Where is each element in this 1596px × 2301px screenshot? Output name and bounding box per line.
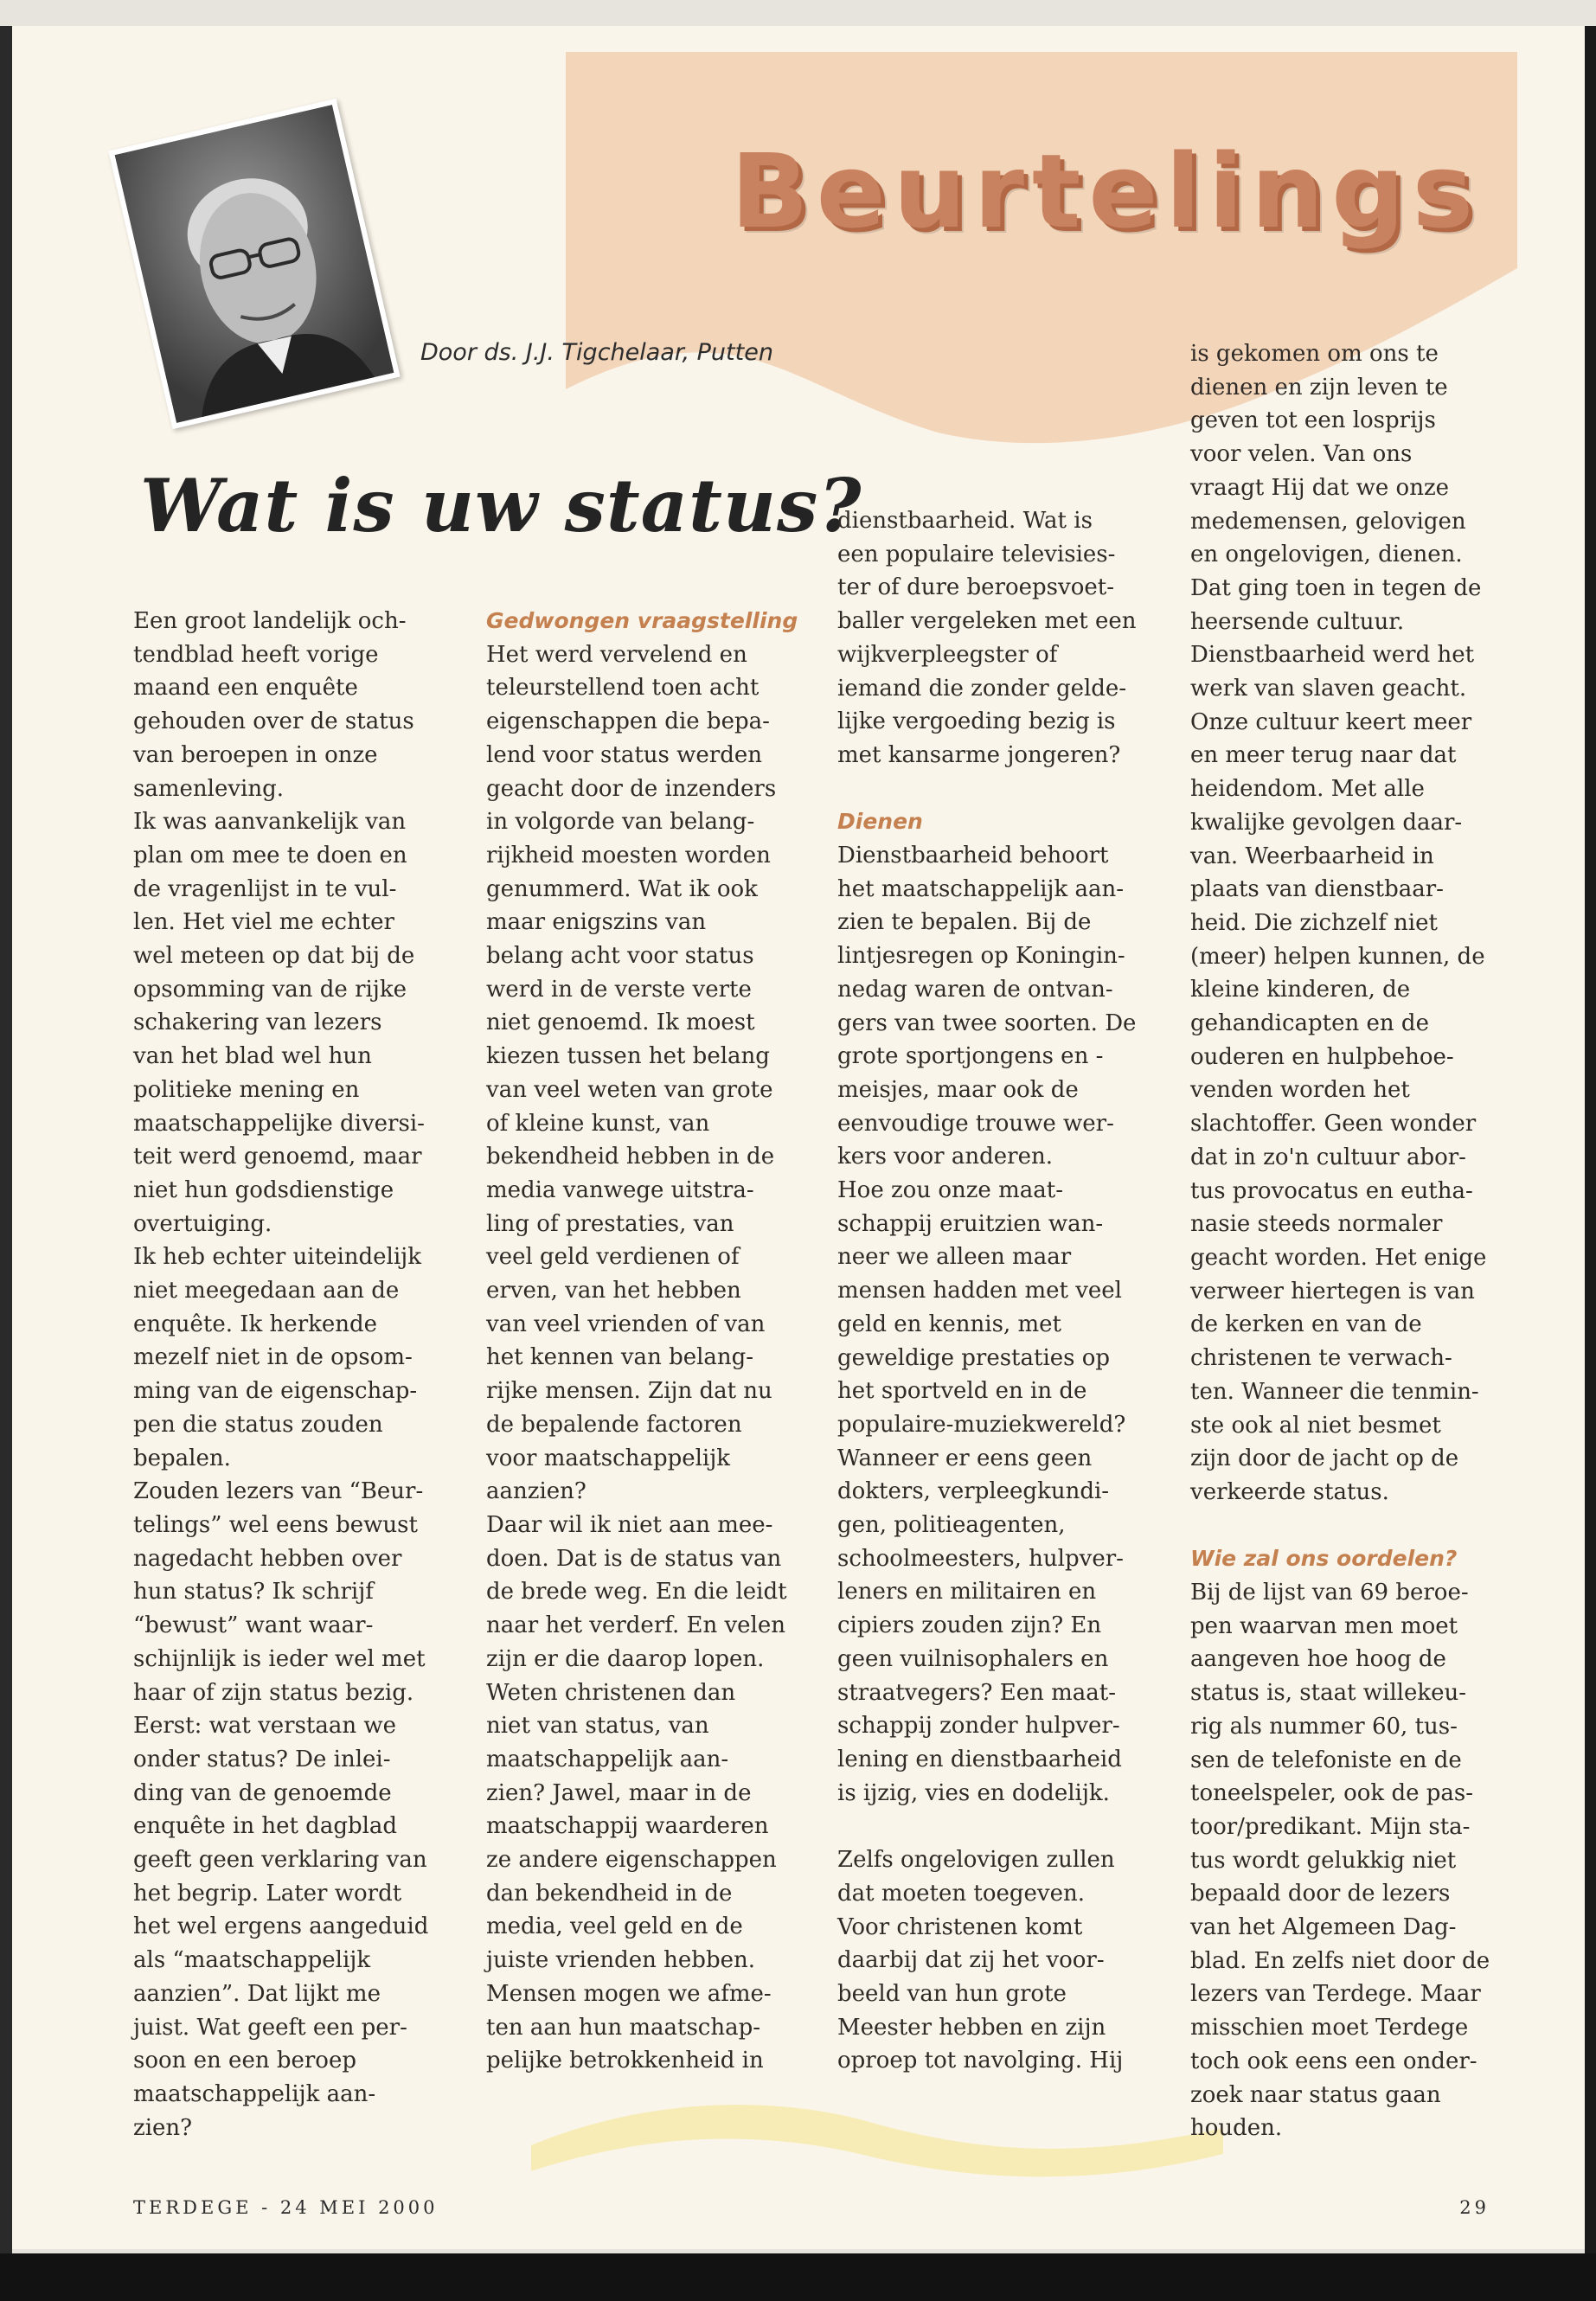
text-line: overtuiging. [133,1210,272,1237]
text-line: niet hun godsdienstige [133,1176,394,1203]
text-line: en meer terug naar dat [1190,742,1457,769]
text-line: ze andere eigenschappen [486,1847,777,1874]
text-line: baller vergeleken met een [837,608,1137,635]
text-line: verweer hiertegen is van [1190,1278,1475,1304]
text-line: maatschappelijk aan- [133,2080,376,2107]
text-line: heersende cultuur. [1190,608,1405,635]
text-line: zijn er die daarop lopen. [486,1645,765,1672]
scan-edge-left [0,26,12,2253]
text-line: telings” wel eens bewust [133,1511,418,1538]
text-line: Wanneer er eens geen [837,1445,1093,1471]
text-line: media, veel geld en de [486,1913,743,1940]
text-line: heidendom. Met alle [1190,776,1425,803]
text-line: zijn door de jacht op de [1190,1445,1459,1472]
text-line: juist. Wat geeft een per- [133,2014,407,2041]
scan-edge-bottom [0,2253,1596,2301]
text-line: maatschappij waarderen [486,1813,769,1840]
scan-edge-right [1585,26,1596,2253]
text-line: gehandicapten en de [1190,1010,1429,1037]
text-line: dan bekendheid in de [486,1880,733,1907]
text-line: schappij eruitzien wan- [837,1210,1104,1237]
text-line: nedag waren de ontvan- [837,976,1113,1003]
text-line: de brede weg. En die leidt [486,1579,787,1606]
text-line: geweldige prestaties op [837,1344,1111,1371]
text-line: ter of dure beroepsvoet- [837,574,1114,601]
text-line: enquête. Ik herkende [133,1311,378,1337]
text-line: populaire-muziekwereld? [837,1411,1126,1438]
text-line: venden worden het [1190,1077,1410,1104]
text-line: rig als nummer 60, tus- [1190,1713,1458,1740]
text-column-4 [1190,337,1502,2145]
text-line: schakering van lezers [133,1009,382,1036]
text-line: Weten christenen dan [486,1679,736,1706]
text-line: doen. Dat is de status van [486,1545,782,1572]
text-line: is ijzig, vies en dodelijk. [837,1779,1110,1806]
text-line: van veel vrienden of van [486,1311,766,1337]
text-line: de vragenlijst in te vul- [133,875,397,902]
text-line: Hoe zou onze maat- [837,1177,1063,1204]
text-line: geen vuilnisophalers en [837,1645,1109,1672]
text-line: geven tot een losprijs [1190,407,1436,434]
text-line: gen, politieagenten, [837,1512,1066,1539]
text-line: maand een enquête [133,675,358,702]
text-line: ten. Wanneer die tenmin- [1190,1378,1479,1405]
paragraph [486,638,798,1509]
section-subhead: Wie zal ons oordelen? [1190,1546,1458,1572]
text-line: met kansarme jongeren? [837,741,1121,768]
text-line: genummerd. Wat ik ook [486,875,758,902]
text-line: dienen en zijn leven te [1190,374,1448,401]
text-line: het sportveld en in de [837,1378,1087,1405]
text-line: eenvoudige trouwe wer- [837,1110,1114,1137]
text-line: lend voor status werden [486,741,762,768]
text-line: naar het verderf. En velen [486,1612,785,1639]
text-line: straatvegers? Een maat- [837,1679,1117,1706]
text-line: nagedacht hebben over [133,1545,402,1572]
paragraph [133,805,445,1240]
text-line: Zouden lezers van “Beur- [133,1478,424,1505]
text-line: hun status? Ik schrijf [133,1579,374,1606]
text-line: houden. [1190,2115,1283,2142]
text-line: aanzien”. Dat lijkt me [133,1980,381,2007]
footer-publication-date: TERDEGE - 24 MEI 2000 [133,2197,439,2218]
text-line: eigenschappen die bepa- [486,708,770,735]
text-line: dienstbaarheid. Wat is [837,508,1093,534]
text-line: tus wordt gelukkig niet [1190,1847,1457,1874]
text-line: oproep tot navolging. Hij [837,2048,1124,2074]
text-line: kers voor anderen. [837,1144,1053,1170]
text-line: toor/predikant. Mijn sta- [1190,1813,1471,1840]
text-line: neer we alleen maar [837,1244,1072,1271]
text-line: plan om mee te doen en [133,842,407,868]
text-line: teleurstellend toen acht [486,675,760,702]
text-line: geacht door de inzenders [486,775,777,802]
text-line: bepaald door de lezers [1190,1881,1451,1907]
text-line: dokters, verpleegkundi- [837,1478,1110,1505]
text-line: pen die status zouden [133,1411,383,1438]
paragraph-gap [837,772,1149,806]
text-line: niet genoemd. Ik moest [486,1009,755,1036]
text-line: maatschappelijk aan- [486,1746,729,1772]
text-line: (meer) helpen kunnen, de [1190,943,1485,970]
text-line: Dienstbaarheid werd het [1190,642,1475,669]
text-line: van. Weerbaarheid in [1190,843,1434,869]
text-line: status is, staat willekeu- [1190,1680,1467,1707]
text-line: werd in de verste verte [486,976,752,1003]
text-line: pelijke betrokkenheid in [486,2048,764,2074]
text-line: van het blad wel hun [133,1043,372,1070]
text-line: rijke mensen. Zijn dat nu [486,1378,772,1405]
paragraph [486,1509,798,2078]
text-line: gers van twee soorten. De [837,1009,1137,1036]
text-line: beeld van hun grote [837,1980,1067,2007]
text-line: als “maatschappelijk [133,1947,371,1974]
paragraph [837,1174,1149,1810]
text-line: bekendheid hebben in de [486,1144,775,1170]
author-portrait [108,99,400,429]
text-line: plaats van dienstbaar- [1190,876,1444,903]
article-headline: Wat is uw status? [140,463,862,548]
text-line: Dienstbaarheid behoort [837,843,1109,869]
text-line: leners en militairen en [837,1579,1097,1606]
text-line: politieke mening en [133,1076,360,1103]
text-line: teit werd genoemd, maar [133,1144,422,1170]
author-photo-image [115,105,394,423]
text-line: ouderen en hulpbehoe- [1190,1043,1454,1070]
text-line: in volgorde van belang- [486,809,755,836]
paragraph-gap [837,1810,1149,1843]
text-column-3 [837,504,1149,2078]
magazine-page [12,26,1585,2249]
text-line: zien? [133,2114,193,2141]
text-line: enquête in het dagblad [133,1813,398,1840]
text-line: Onze cultuur keert meer [1190,708,1472,735]
text-line: medemensen, gelovigen [1190,508,1466,535]
text-line: gehouden over de status [133,708,414,735]
text-line: de kerken en van de [1190,1311,1422,1338]
text-line: Een groot landelijk och- [133,608,407,634]
paragraph [1190,1576,1502,2145]
text-line: media vanwege uitstra- [486,1176,754,1203]
text-line: van veel weten van grote [486,1076,773,1103]
section-subhead: Dienen [837,809,923,835]
text-line: vraagt Hij dat we onze [1190,474,1450,501]
text-line: niet meegedaan aan de [133,1278,400,1304]
text-line: christenen te verwach- [1190,1345,1452,1372]
text-line: het begrip. Later wordt [133,1880,402,1907]
text-line: nasie steeds normaler [1190,1211,1443,1238]
text-line: niet van status, van [486,1713,709,1740]
paragraph-gap [1190,1509,1502,1543]
text-line: Ik was aanvankelijk van [133,809,407,836]
text-line: het kennen van belang- [486,1344,754,1371]
text-line: schoolmeesters, hulpver- [837,1545,1124,1572]
text-line: ding van de genoemde [133,1779,392,1806]
text-line: of kleine kunst, van [486,1110,710,1137]
text-line: lening en dienstbaarheid [837,1747,1122,1772]
text-line: dat moeten toegeven. [837,1880,1085,1907]
text-line: een populaire televisies- [837,541,1116,567]
paragraph [837,504,1149,772]
text-line: dat in zo'n cultuur abor- [1190,1144,1466,1170]
text-line: kleine kinderen, de [1190,977,1411,1003]
text-line: erven, van het hebben [486,1278,741,1304]
text-column-1 [133,605,445,2144]
text-line: Bij de lijst van 69 beroe- [1190,1580,1469,1606]
text-line: Het werd vervelend en [486,641,747,668]
text-line: toneelspeler, ook de pas- [1190,1780,1474,1807]
text-line: is gekomen om ons te [1190,341,1439,367]
text-line: werk van slaven geacht. [1190,676,1467,702]
text-line: Zelfs ongelovigen zullen [837,1847,1115,1874]
section-subhead: Gedwongen vraagstelling [486,608,798,633]
text-line: ling of prestaties, van [486,1210,734,1237]
text-line: Meester hebben en zijn [837,2014,1106,2041]
text-line: cipiers zouden zijn? En [837,1612,1102,1639]
text-line: Mensen mogen we afme- [486,1980,772,2007]
text-line: daarbij dat zij het voor- [837,1947,1105,1974]
text-line: wel meteen op dat bij de [133,943,415,970]
text-line: verkeerde status. [1190,1478,1389,1505]
paragraph [133,605,445,805]
text-line: heid. Die zichzelf niet [1190,909,1438,936]
text-line: geld en kennis, met [837,1311,1061,1337]
text-line: aanzien? [486,1478,586,1505]
text-line: kwalijke gevolgen daar- [1190,809,1463,836]
text-line: misschien moet Terdege [1190,2015,1469,2041]
text-line: van beroepen in onze [133,741,378,768]
text-line: onder status? De inlei- [133,1746,391,1772]
text-line: maar enigszins van [486,909,707,936]
text-line: juiste vrienden hebben. [486,1947,755,1974]
text-line: Eerst: wat verstaan we [133,1713,397,1740]
text-line: Dat ging toen in tegen de [1190,574,1482,601]
text-line: soon en een beroep [133,2048,356,2074]
text-line: lintjesregen op Koningin- [837,943,1125,970]
author-byline: Door ds. J.J. Tigchelaar, Putten [420,339,773,366]
text-line: bepalen. [133,1445,231,1471]
text-line: schappij zonder hulpver- [837,1713,1120,1740]
page-number: 29 [1459,2197,1490,2218]
text-line: blad. En zelfs niet door de [1190,1947,1490,1974]
text-line: de bepalende factoren [486,1411,742,1438]
text-line: veel geld verdienen of [486,1244,740,1271]
section-kicker: Beurtelings [730,131,1481,251]
text-line: rijkheid moesten worden [486,842,771,868]
text-line: mensen hadden met veel [837,1278,1122,1304]
text-line: len. Het viel me echter [133,909,394,936]
text-line: haar of zijn status bezig. [133,1679,414,1706]
paragraph [837,839,1149,1174]
text-line: van het Algemeen Dag- [1190,1914,1457,1941]
text-line: geeft geen verklaring van [133,1847,427,1874]
text-line: lijke vergoeding bezig is [837,708,1116,735]
text-line: geacht worden. Het enige [1190,1244,1487,1271]
text-line: wijkverpleegster of [837,641,1058,668]
text-line: belang acht voor status [486,943,754,970]
text-line: Voor christenen komt [837,1913,1083,1940]
text-line: toch ook eens een onder- [1190,2048,1477,2074]
text-line: zoek naar status gaan [1190,2081,1441,2108]
text-line: voor velen. Van ons [1190,441,1413,468]
text-line: iemand die zonder gelde- [837,675,1127,702]
text-line: grote sportjongens en - [837,1043,1104,1070]
text-line: Daar wil ik niet aan mee- [486,1511,773,1538]
text-line: kiezen tussen het belang [486,1043,770,1070]
paragraph [133,1240,445,1475]
text-line: pen waarvan men moet [1190,1612,1458,1639]
text-line: tus provocatus en eutha- [1190,1177,1473,1204]
text-line: lezers van Terdege. Maar [1190,1981,1481,2008]
text-line: aangeven hoe hoog de [1190,1646,1446,1673]
text-line: mezelf niet in de opsom- [133,1344,413,1371]
paragraph [837,1843,1149,2078]
text-line: maatschappelijke diversi- [133,1110,425,1137]
paragraph [1190,337,1502,1509]
text-line: ming van de eigenschap- [133,1378,418,1405]
text-line: Ik heb echter uiteindelijk [133,1244,421,1271]
paragraph [133,1475,445,2144]
text-line: zien? Jawel, maar in de [486,1779,752,1806]
text-line: slachtoffer. Geen wonder [1190,1111,1477,1138]
text-line: tendblad heeft vorige [133,641,379,668]
text-line: meisjes, maar ook de [837,1076,1079,1103]
text-column-2 [486,605,798,2078]
text-line: samenleving. [133,775,284,802]
text-line: ste ook al niet besmet [1190,1412,1441,1439]
text-line: en ongelovigen, dienen. [1190,542,1463,568]
text-line: schijnlijk is ieder wel met [133,1645,426,1672]
text-line: voor maatschappelijk [486,1445,731,1471]
text-line: opsomming van de rijke [133,976,407,1003]
text-line: zien te bepalen. Bij de [837,909,1092,936]
text-line: “bewust” want waar- [133,1612,374,1639]
decorative-wave [531,2085,1223,2189]
text-line: het maatschappelijk aan- [837,875,1125,902]
text-line: ten aan hun maatschap- [486,2014,761,2041]
text-line: sen de telefoniste en de [1190,1747,1462,1773]
text-line: het wel ergens aangeduid [133,1913,429,1940]
